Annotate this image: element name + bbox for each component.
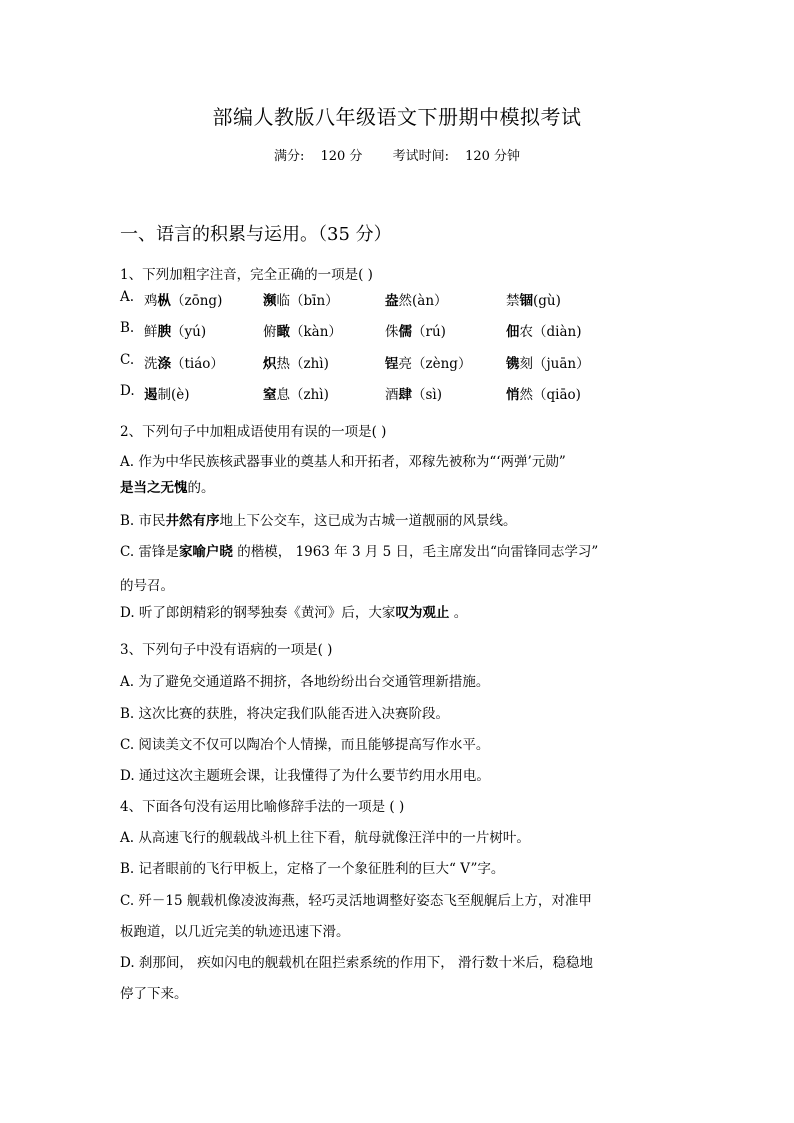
option-item: 锃亮（zèng） <box>385 356 472 372</box>
option-item: 盎然(àn） <box>385 293 448 309</box>
question-2-option-c-cont: 的号召。 <box>120 578 174 594</box>
section-heading: 一、语言的积累与运用。（35 分） <box>120 224 392 245</box>
option-item: 俯瞰（kàn） <box>263 324 342 340</box>
option-item: 佃农（diàn) <box>506 324 582 340</box>
option-item: 酒肆（sì) <box>385 387 443 403</box>
option-item: 鲜腴（yú) <box>144 324 207 340</box>
option-item: 炽热（zhì) <box>263 356 329 372</box>
exam-info <box>0 145 794 164</box>
question-4-option-b: B. 记者眼前的飞行甲板上，定格了一个象征胜利的巨大“ V”字。 <box>120 861 505 877</box>
question-2-stem: 2、下列句子中加粗成语使用有误的一项是( ) <box>120 424 387 440</box>
question-4-option-c: C. 歼－15 舰载机像凌波海燕，轻巧灵活地调整好姿态飞至舰艉后上方，对准甲 <box>120 893 592 909</box>
question-2-option-a-cont: 是当之无愧的。 <box>120 480 215 496</box>
question-1-stem: 1、下列加粗字注音，完全正确的一项是( ) <box>120 267 373 283</box>
option-item: 禁锢(gù) <box>506 293 561 309</box>
option-item: 鸡枞（zōng) <box>144 293 223 309</box>
question-3-option-a: A. 为了避免交通道路不拥挤，各地纷纷出台交通管理新措施。 <box>120 674 490 690</box>
option-letter: C. <box>120 352 135 368</box>
option-letter: A. <box>120 289 135 305</box>
question-3-option-c: C. 阅读美文不仅可以陶冶个人情操，而且能够提高写作水平。 <box>120 737 490 753</box>
option-item: 悄然（qiāo) <box>506 387 581 403</box>
option-item: 窒息（zhì) <box>263 387 329 403</box>
option-letter: B. <box>120 320 135 336</box>
score-label: 满分: <box>273 149 305 164</box>
option-letter: D. <box>120 383 135 399</box>
question-3-option-d: D. 通过这次主题班会课，让我懂得了为什么要节约用水用电。 <box>120 768 490 784</box>
option-item: 侏儒（rú) <box>385 324 446 340</box>
question-3-option-b: B. 这次比赛的获胜，将决定我们队能否进入决赛阶段。 <box>120 706 450 722</box>
question-4-stem: 4、下面各句没有运用比喻修辞手法的一项是 ( ) <box>120 799 405 815</box>
question-2-option-d: D. 听了郎朗精彩的钢琴独奏《黄河》后，大家叹为观止 。 <box>120 605 468 621</box>
question-3-stem: 3、下列句子中没有语病的一项是( ) <box>120 642 333 658</box>
question-4-option-d: D. 刹那间， 疾如闪电的舰载机在阻拦索系统的作用下， 滑行数十米后，稳稳地 <box>120 955 594 971</box>
question-2-option-b: B. 市民井然有序地上下公交车，这已成为古城一道靓丽的风景线。 <box>120 513 517 529</box>
question-2-option-c: C. 雷锋是家喻户晓 的楷模， 1963 年 3 月 5 日，毛主席发出“向雷锋同志学习” <box>120 544 599 560</box>
score-value: 120 分 <box>320 149 363 164</box>
option-item: 镌刻（juān） <box>506 356 590 372</box>
time-label: 考试时间: <box>392 149 449 164</box>
option-item: 濒临（bīn） <box>263 293 339 309</box>
option-item: 遏制(è) <box>144 387 190 403</box>
question-4-option-c-cont: 板跑道，以几近完美的轨迹迅速下滑。 <box>120 924 350 940</box>
option-item: 洗涤（tiáo） <box>144 356 224 372</box>
exam-title: 部编人教版八年级语文下册期中模拟考试 <box>212 105 582 129</box>
question-4-option-d-cont: 停了下来。 <box>120 986 188 1002</box>
time-value: 120 分钟 <box>465 149 521 164</box>
question-2-option-a: A. 作为中华民族核武器事业的奠基人和开拓者，邓稼先被称为“‘两弹’元勋” <box>120 454 566 470</box>
question-4-option-a: A. 从高速飞行的舰载战斗机上往下看，航母就像汪洋中的一片树叶。 <box>120 830 530 846</box>
